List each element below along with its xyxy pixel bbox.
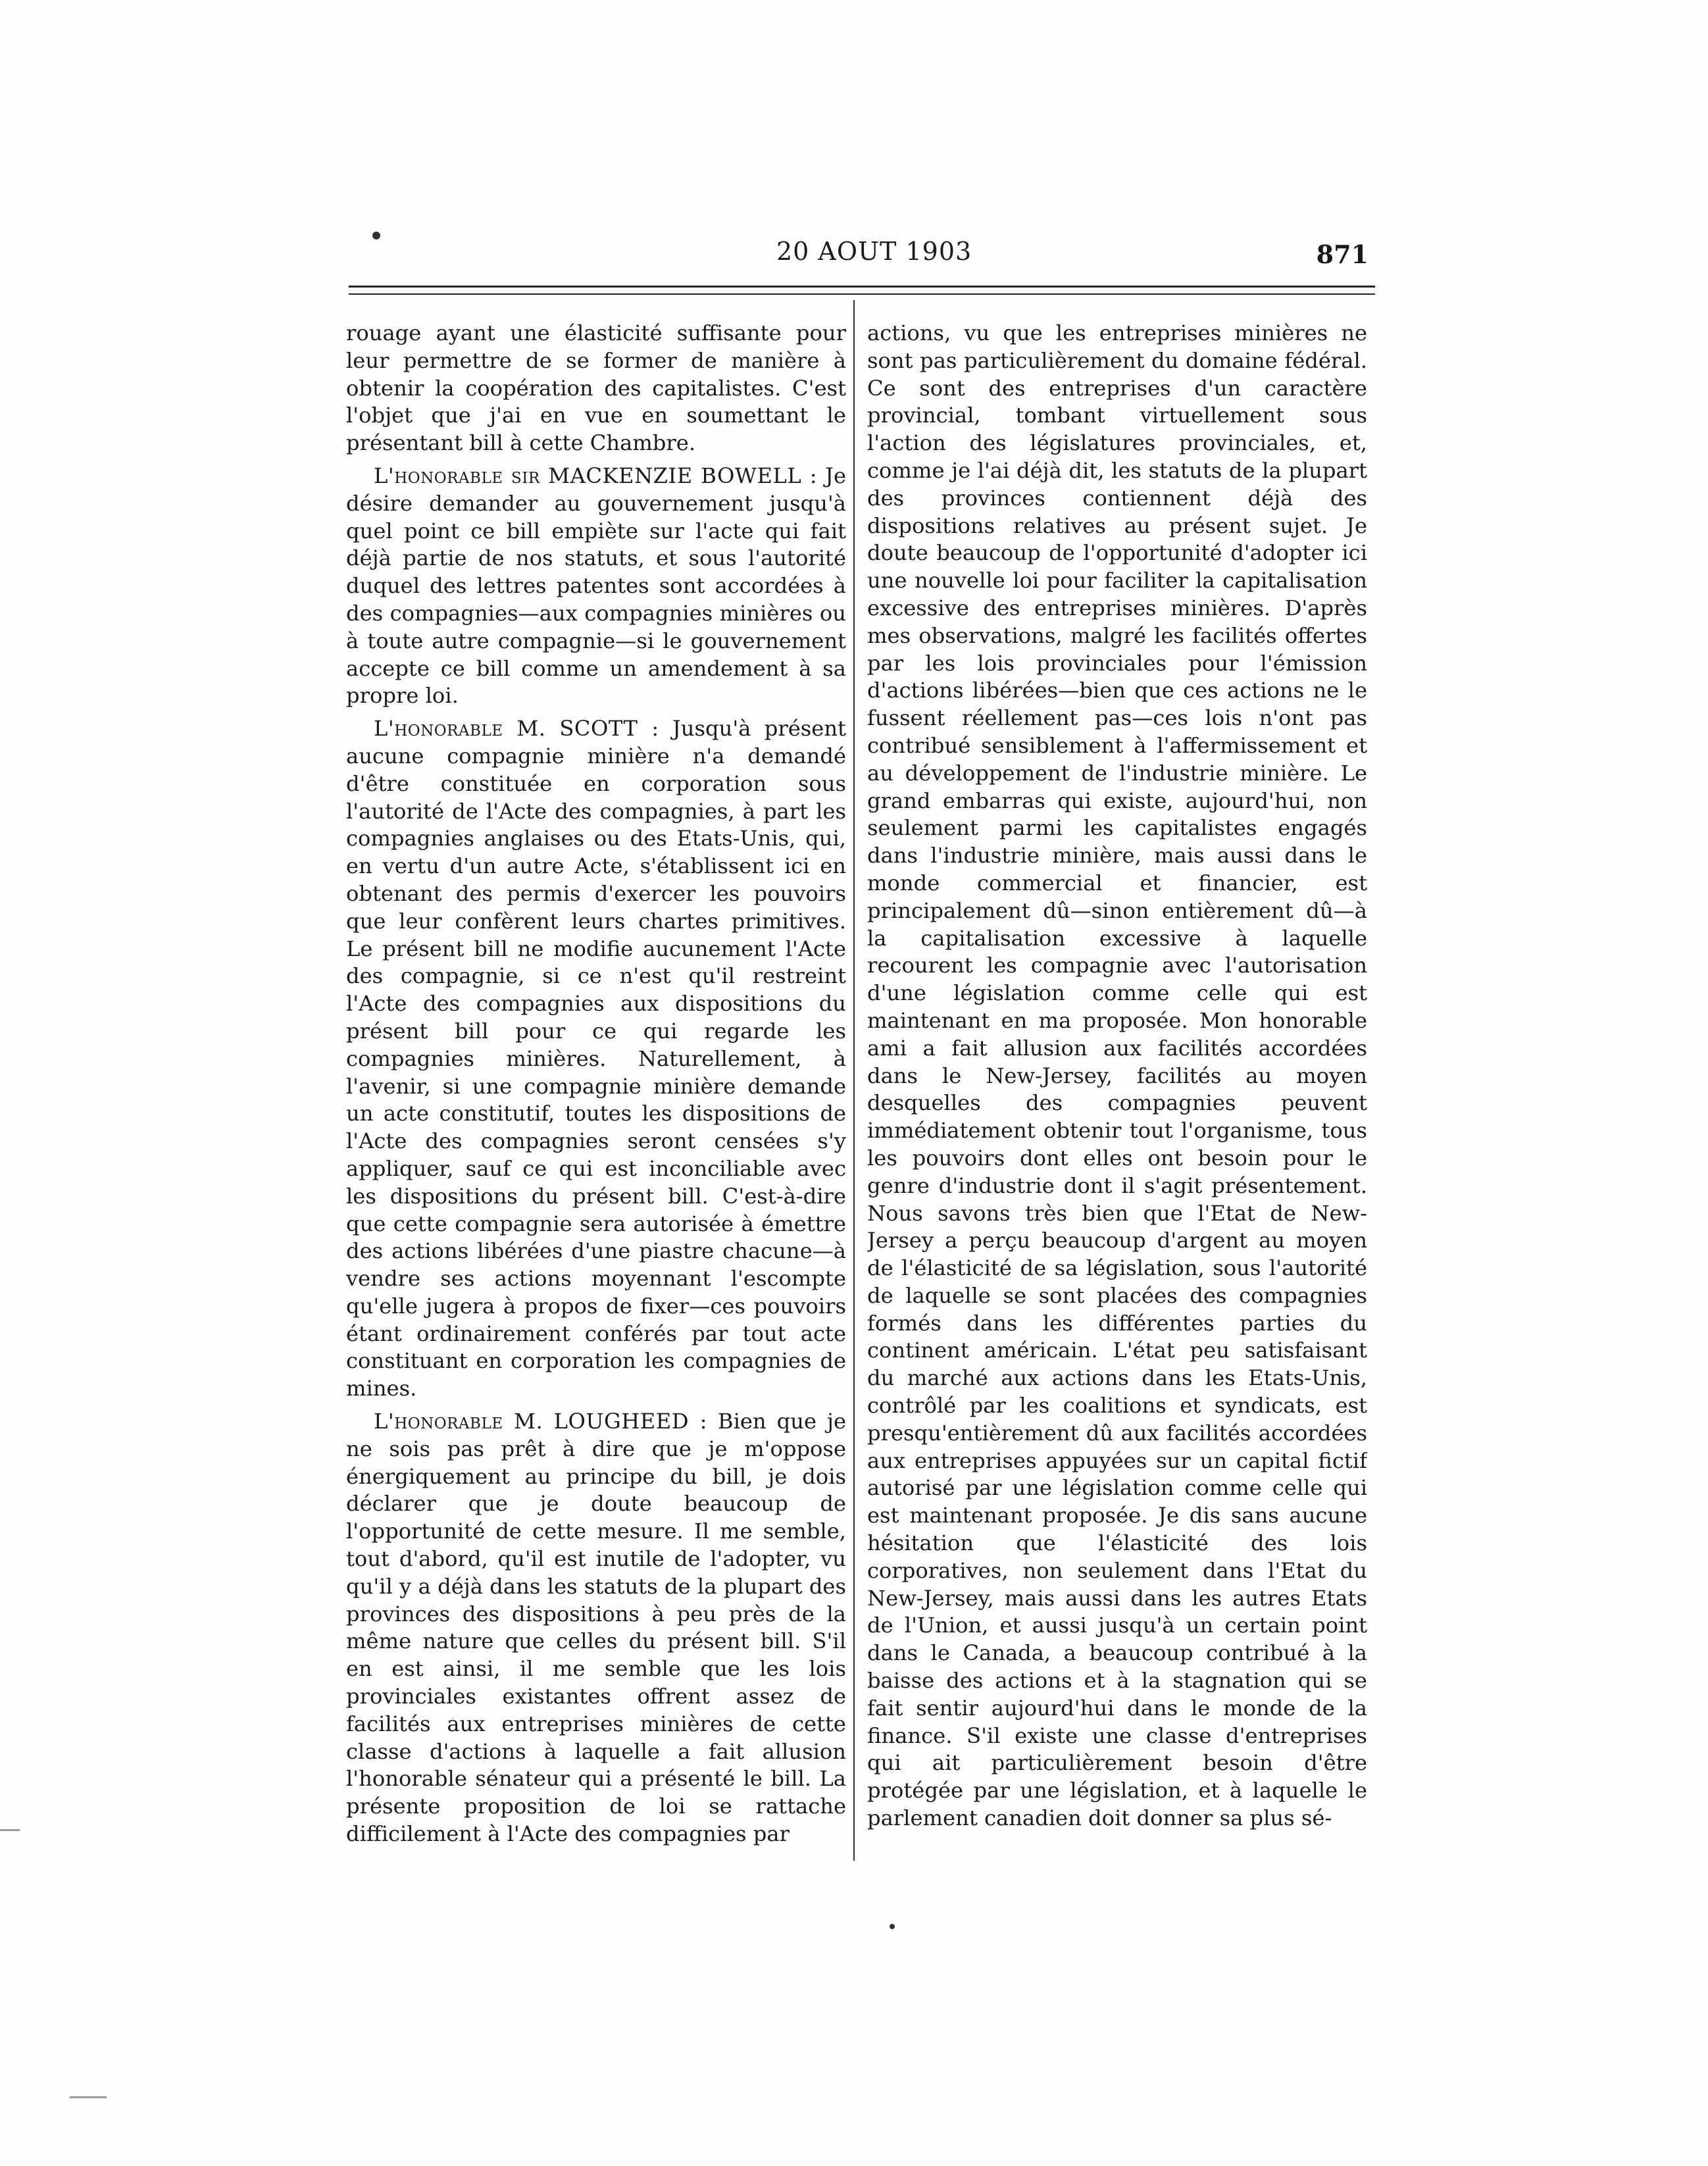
paragraph [346,1408,846,1848]
page-header [355,237,1369,276]
paragraph [346,320,846,457]
paragraph-text: Je désire demander au gouvernement jusqu'à quel point ce bill empiète sur l'acte qui fait déjà partie de nos statuts, et sous l'autorité duquel des lettres patentes sont accordées à des compagnies—aux compagnies minières ou à toute autre compagnie—si le gouvernement accepte ce bill comme un amendement à sa propre loi. [346,463,846,709]
speaker-name: L'honorable sir MACKENZIE BOWELL : [374,463,818,488]
paragraph-text: rouage ayant une élasticité suffisante pour leur permettre de se former de manière à obtenir la coopération des capitalistes. C'est l'objet que j'ai en vue en soumettant le présentant bill à cette Chambre. [346,320,846,456]
page-number: 871 [1316,239,1369,269]
header-rule-top [349,286,1375,288]
paragraph-text: Bien que je ne sois pas prêt à dire que je m'oppose énergiquement au principe du bill, je dois déclarer que je doute beaucoup de l'opportunité de cette mesure. Il me semble, tout d'abord, qu'il est inutile de l'adopter, vu qu'il y a déjà dans les statuts de la plupart des provinces des dispositions à peu près de la même nature que celles du présent bill. S'il en est ainsi, il me semble que les lois provinciales existantes offrent assez de facilités aux entreprises minières de cette classe d'actions à laquelle a fait allusion l'honorable sénateur qui a présenté le bill. La présente proposition de loi se rattache difficilement à l'Acte des compagnies par [346,1409,846,1847]
header-rule-bottom [349,293,1375,295]
header-date: 20 AOUT 1903 [776,237,972,266]
scan-mark [70,2096,107,2098]
paragraph [346,715,846,1403]
speaker-name: L'honorable M. SCOTT : [374,716,659,742]
column-separator [853,300,855,1861]
right-column [867,320,1367,1859]
paragraph [867,320,1367,1832]
left-column [346,320,846,1859]
paragraph [346,463,846,710]
paragraph-text: actions, vu que les entreprises minières ne sont pas particulièrement du domaine fédéral. Ce sont des entreprises d'un caractère provincial, tombant virtuellement sous l'action des législatures provinciales, et, comme je l'ai déjà dit, les statuts de la plupart des provinces contiennent déjà des dispositions relatives au présent sujet. Je doute beaucoup de l'opportunité d'adopter ici une nouvelle loi pour faciliter la capitalisation excessive des entreprises minières. D'après mes observations, malgré les facilités offertes par les lois provinciales pour l'émission d'actions libérées—bien que ces actions ne le fussent réellement pas—ces lois n'ont pas contribué sensiblement à l'affermissement et au développement de l'industrie minière. Le grand embarras qui existe, aujourd'hui, non seulement parmi les capitalistes engagés dans l'industrie minière, mais aussi dans le monde commercial et financier, est principalement dû—sinon entièrement dû—à la capitalisation excessive à laquelle recourent les compagnie avec l'autorisation d'une législation comme celle qui est maintenant en ma proposée. Mon honorable ami a fait allusion aux facilités accordées dans le New-Jersey, facilités au moyen desquelles des compagnies peuvent immédiatement obtenir tout l'organisme, tous les pouvoirs dont elles ont besoin pour le genre d'industrie dont il s'agit présentement. Nous savons très bien que l'Etat de New-Jersey a perçu beaucoup d'argent au moyen de l'élasticité de sa législation, sous l'autorité de laquelle se sont placées des compagnies formés dans les différentes parties du continent américain. L'état peu satisfaisant du marché aux actions dans les Etats-Unis, contrôlé par les coalitions et syndicats, est presqu'entièrement dû aux facilités accordées aux entreprises appuyées sur un capital fictif autorisé par une législation comme celle qui est maintenant proposée. Je dis sans aucune hésitation que l'élasticité des lois corporatives, non seulement dans l'Etat du New-Jersey, mais aussi dans les autres Etats de l'Union, et aussi jusqu'à un certain point dans le Canada, a beaucoup contribué à la baisse des actions et à la stagnation qui se fait sentir aujourd'hui dans le monde de la finance. S'il existe une classe d'entreprises qui ait particulièrement besoin d'être protégée par une législation, et à laquelle le parlement canadien doit donner sa plus sé- [867,320,1367,1831]
scan-mark [0,1829,20,1831]
speaker-name: L'honorable M. LOUGHEED : [374,1409,707,1434]
ink-speck [890,1924,895,1929]
paragraph-text: Jusqu'à présent aucune compagnie minière n'a demandé d'être constituée en corporation sous l'autorité de l'Acte des compagnies, à part les compagnies anglaises ou des Etats-Unis, qui, en vertu d'un autre Acte, s'établissent ici en obtenant des permis d'exercer les pouvoirs que leur confèrent leurs chartes primitives. Le présent bill ne modifie aucunement l'Acte des compagnie, si ce n'est qu'il restreint l'Acte des compagnies aux dispositions du présent bill pour ce qui regarde les compagnies minières. Naturellement, à l'avenir, si une compagnie minière demande un acte constitutif, toutes les dispositions de l'Acte des compagnies seront censées s'y appliquer, sauf ce qui est inconciliable avec les dispositions du présent bill. C'est-à-dire que cette compagnie sera autorisée à émettre des actions libérées d'une piastre chacune—à vendre ses actions moyennant l'escompte qu'elle jugera à propos de fixer—ces pouvoirs étant ordinairement conférés par tout acte constituant en corporation les compagnies de mines. [346,716,846,1401]
